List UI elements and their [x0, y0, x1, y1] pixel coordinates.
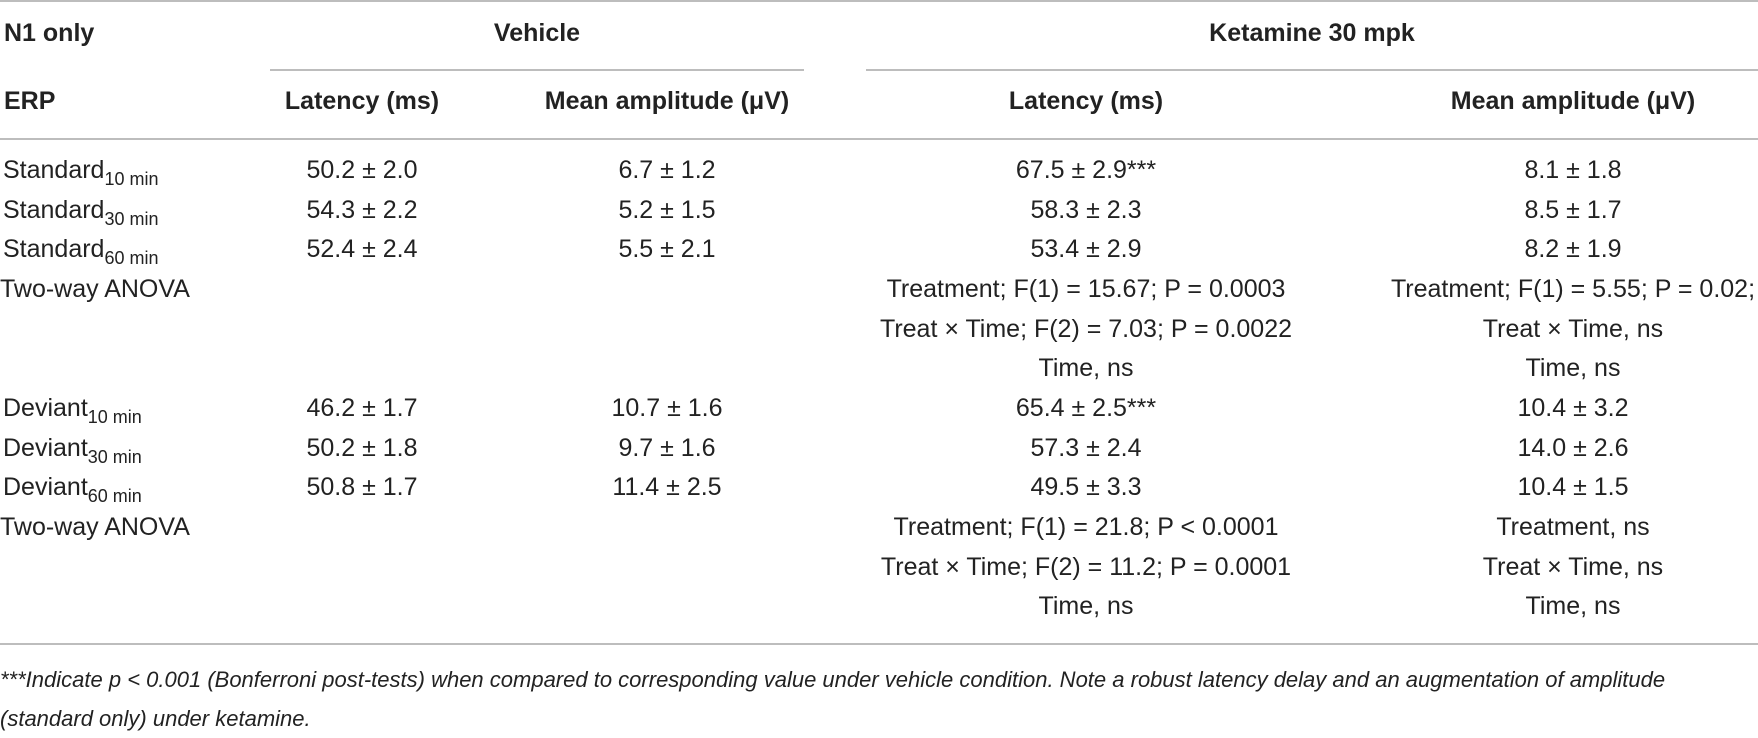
ketamine-latency-cell: 67.5 ± 2.9***	[1015, 156, 1157, 184]
ketamine-amplitude-cell: 8.2 ± 1.9	[1524, 235, 1622, 263]
vehicle-amplitude-cell: 6.7 ± 1.2	[618, 156, 716, 184]
vehicle-amplitude-cell: 11.4 ± 2.5	[612, 473, 722, 501]
vehicle-amplitude-cell: 5.5 ± 2.1	[618, 235, 716, 263]
row-label: Standard$_{60 min}$	[3, 235, 159, 268]
ketamine-latency-cell: 58.3 ± 2.3	[1030, 196, 1142, 224]
anova-label: Two-way ANOVA	[0, 275, 190, 303]
ketamine-amplitude-anova: Treatment, ns	[1496, 513, 1650, 541]
ketamine-latency-cell: 53.4 ± 2.9	[1030, 235, 1142, 263]
ketamine-latency-cell: 65.4 ± 2.5***	[1015, 394, 1157, 422]
ketamine-latency-anova: Time, ns	[1038, 354, 1134, 382]
vehicle-latency-cell: 54.3 ± 2.2	[306, 196, 418, 224]
ketamine-amplitude-header: Mean amplitude (μV)	[1450, 87, 1696, 115]
ketamine-amplitude-cell: 8.5 ± 1.7	[1524, 196, 1622, 224]
vehicle-latency-cell: 46.2 ± 1.7	[306, 394, 418, 422]
anova-label: Two-way ANOVA	[0, 513, 190, 541]
ketamine-amplitude-cell: 8.1 ± 1.8	[1524, 156, 1622, 184]
table-bottom-rule	[0, 643, 1758, 645]
ketamine-amplitude-anova: Time, ns	[1525, 592, 1621, 620]
ketamine-amplitude-anova: Treatment; F(1) = 5.55; P = 0.02;	[1390, 275, 1756, 303]
row-label: Deviant$_{60 min}$	[3, 473, 142, 506]
vehicle-amplitude-cell: 9.7 ± 1.6	[618, 434, 716, 462]
table-footnote: ***Indicate p < 0.001 (Bonferroni post-tests) when compared to corresponding value under vehicle condition. Note a robust latency delay and an augmentation of amplitude (standard only) under ketamine.	[0, 667, 1666, 731]
ketamine-amplitude-cell: 10.4 ± 3.2	[1517, 394, 1629, 422]
vehicle-group-header: Vehicle	[493, 19, 581, 47]
row-label: Standard$_{30 min}$	[3, 196, 159, 229]
ketamine-amplitude-anova: Treat × Time, ns	[1482, 315, 1664, 343]
ketamine-latency-cell: 57.3 ± 2.4	[1030, 434, 1142, 462]
ketamine-latency-cell: 49.5 ± 3.3	[1030, 473, 1142, 501]
top-rule	[0, 0, 1758, 2]
ketamine-latency-anova: Treat × Time; F(2) = 7.03; P = 0.0022	[879, 315, 1293, 343]
vehicle-latency-cell: 50.2 ± 2.0	[306, 156, 418, 184]
vehicle-latency-header: Latency (ms)	[284, 87, 440, 115]
vehicle-latency-cell: 50.8 ± 1.7	[306, 473, 418, 501]
vehicle-latency-cell: 50.2 ± 1.8	[306, 434, 418, 462]
ketamine-latency-anova: Time, ns	[1038, 592, 1134, 620]
row-label: Deviant$_{10 min}$	[3, 394, 142, 427]
ketamine-latency-anova: Treatment; F(1) = 15.67; P = 0.0003	[886, 275, 1286, 303]
ketamine-amplitude-cell: 14.0 ± 2.6	[1517, 434, 1629, 462]
row-label: Standard$_{10 min}$	[3, 156, 159, 189]
corner-label: N1 only	[4, 19, 95, 47]
vehicle-latency-cell: 52.4 ± 2.4	[306, 235, 418, 263]
vehicle-amplitude-header: Mean amplitude (μV)	[544, 87, 790, 115]
ketamine-amplitude-anova: Time, ns	[1525, 354, 1621, 382]
ketamine-latency-header: Latency (ms)	[1008, 87, 1164, 115]
vehicle-group-rule	[270, 69, 804, 71]
ketamine-amplitude-cell: 10.4 ± 1.5	[1517, 473, 1629, 501]
ketamine-group-rule	[866, 69, 1758, 71]
ketamine-latency-anova: Treat × Time; F(2) = 11.2; P = 0.0001	[880, 553, 1292, 581]
vehicle-amplitude-cell: 10.7 ± 1.6	[611, 394, 723, 422]
ketamine-latency-anova: Treatment; F(1) = 21.8; P < 0.0001	[893, 513, 1279, 541]
erp-column-header: ERP	[4, 87, 56, 115]
header-bottom-rule	[0, 138, 1758, 140]
row-label: Deviant$_{30 min}$	[3, 434, 142, 467]
ketamine-group-header: Ketamine 30 mpk	[1209, 19, 1415, 47]
ketamine-amplitude-anova: Treat × Time, ns	[1482, 553, 1664, 581]
vehicle-amplitude-cell: 5.2 ± 1.5	[618, 196, 716, 224]
